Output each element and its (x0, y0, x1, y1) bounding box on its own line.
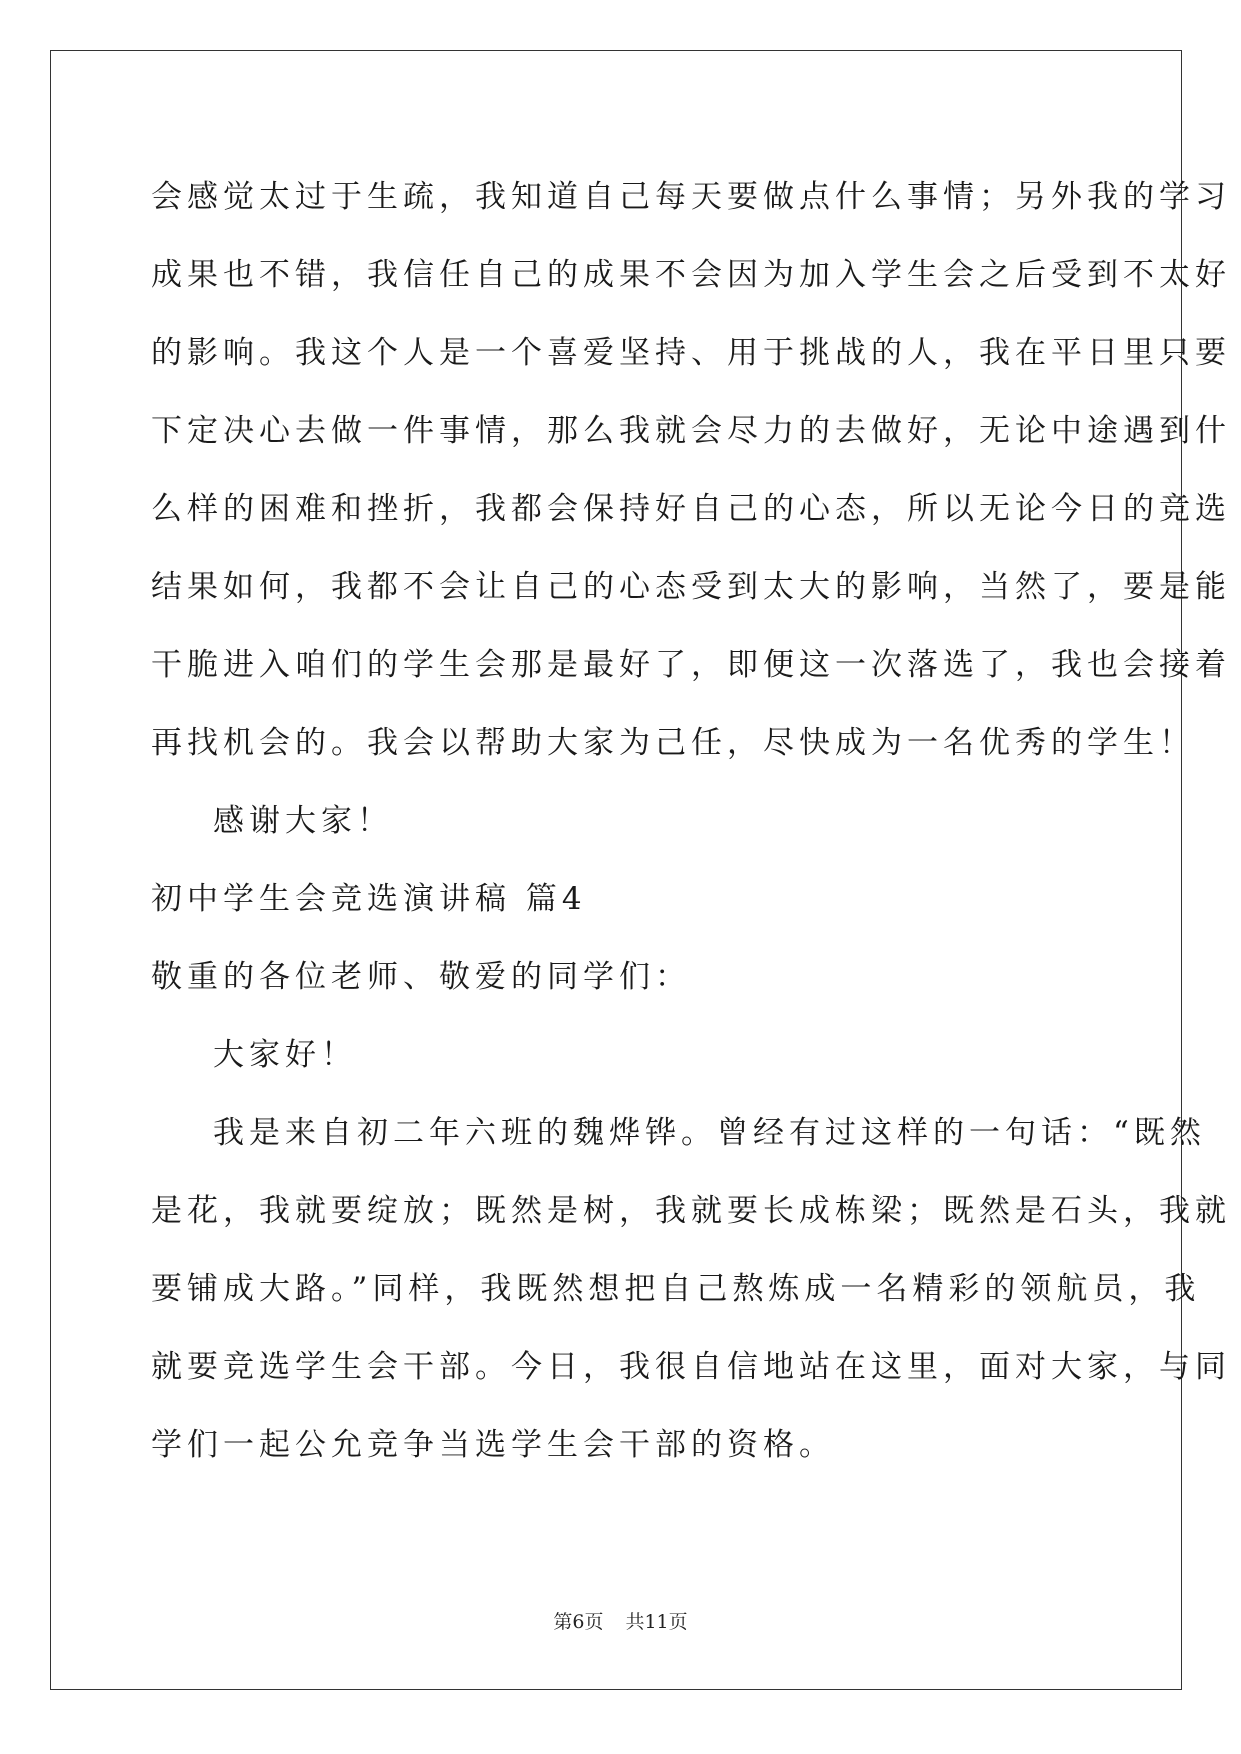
text-line: 结果如何，我都不会让自己的心态受到太大的影响，当然了，要是能 (151, 569, 1231, 605)
greeting: 大家好！ (213, 1037, 357, 1073)
text-line: 就要竞选学生会干部。今日，我很自信地站在这里，面对大家，与同 (151, 1349, 1231, 1385)
text-line: 成果也不错，我信任自己的成果不会因为加入学生会之后受到不太好 (151, 257, 1231, 293)
text-line: 再找机会的。我会以帮助大家为己任，尽快成为一名优秀的学生！ (151, 725, 1195, 761)
text-line: 的影响。我这个人是一个喜爱坚持、用于挑战的人，我在平日里只要 (151, 335, 1231, 371)
text-line: 学们一起公允竞争当选学生会干部的资格。 (151, 1427, 835, 1463)
section-heading: 初中学生会竞选演讲稿 篇4 (151, 881, 587, 917)
text-line: 会感觉太过于生疏，我知道自己每天要做点什么事情；另外我的学习 (151, 179, 1231, 215)
salutation: 敬重的各位老师、敬爱的同学们： (151, 959, 691, 995)
text-line: 我是来自初二年六班的魏烨铧。曾经有过这样的一句话：“既然 (213, 1115, 1206, 1151)
text-line: 是花，我就要绽放；既然是树，我就要长成栋梁；既然是石头，我就 (151, 1193, 1231, 1229)
document-body (151, 158, 1231, 1484)
text-line: 干脆进入咱们的学生会那是最好了，即便这一次落选了，我也会接着 (151, 647, 1231, 683)
text-line: 要铺成大路。”同样，我既然想把自己熬炼成一名精彩的领航员，我 (151, 1271, 1201, 1307)
page-number: 第6页 (553, 1611, 604, 1633)
page-total: 共11页 (625, 1611, 688, 1633)
text-line: 下定决心去做一件事情，那么我就会尽力的去做好，无论中途遇到什 (151, 413, 1231, 449)
page-footer (0, 1610, 1241, 1634)
thanks-line: 感谢大家！ (213, 803, 393, 839)
text-line: 么样的困难和挫折，我都会保持好自己的心态，所以无论今日的竞选 (151, 491, 1231, 527)
